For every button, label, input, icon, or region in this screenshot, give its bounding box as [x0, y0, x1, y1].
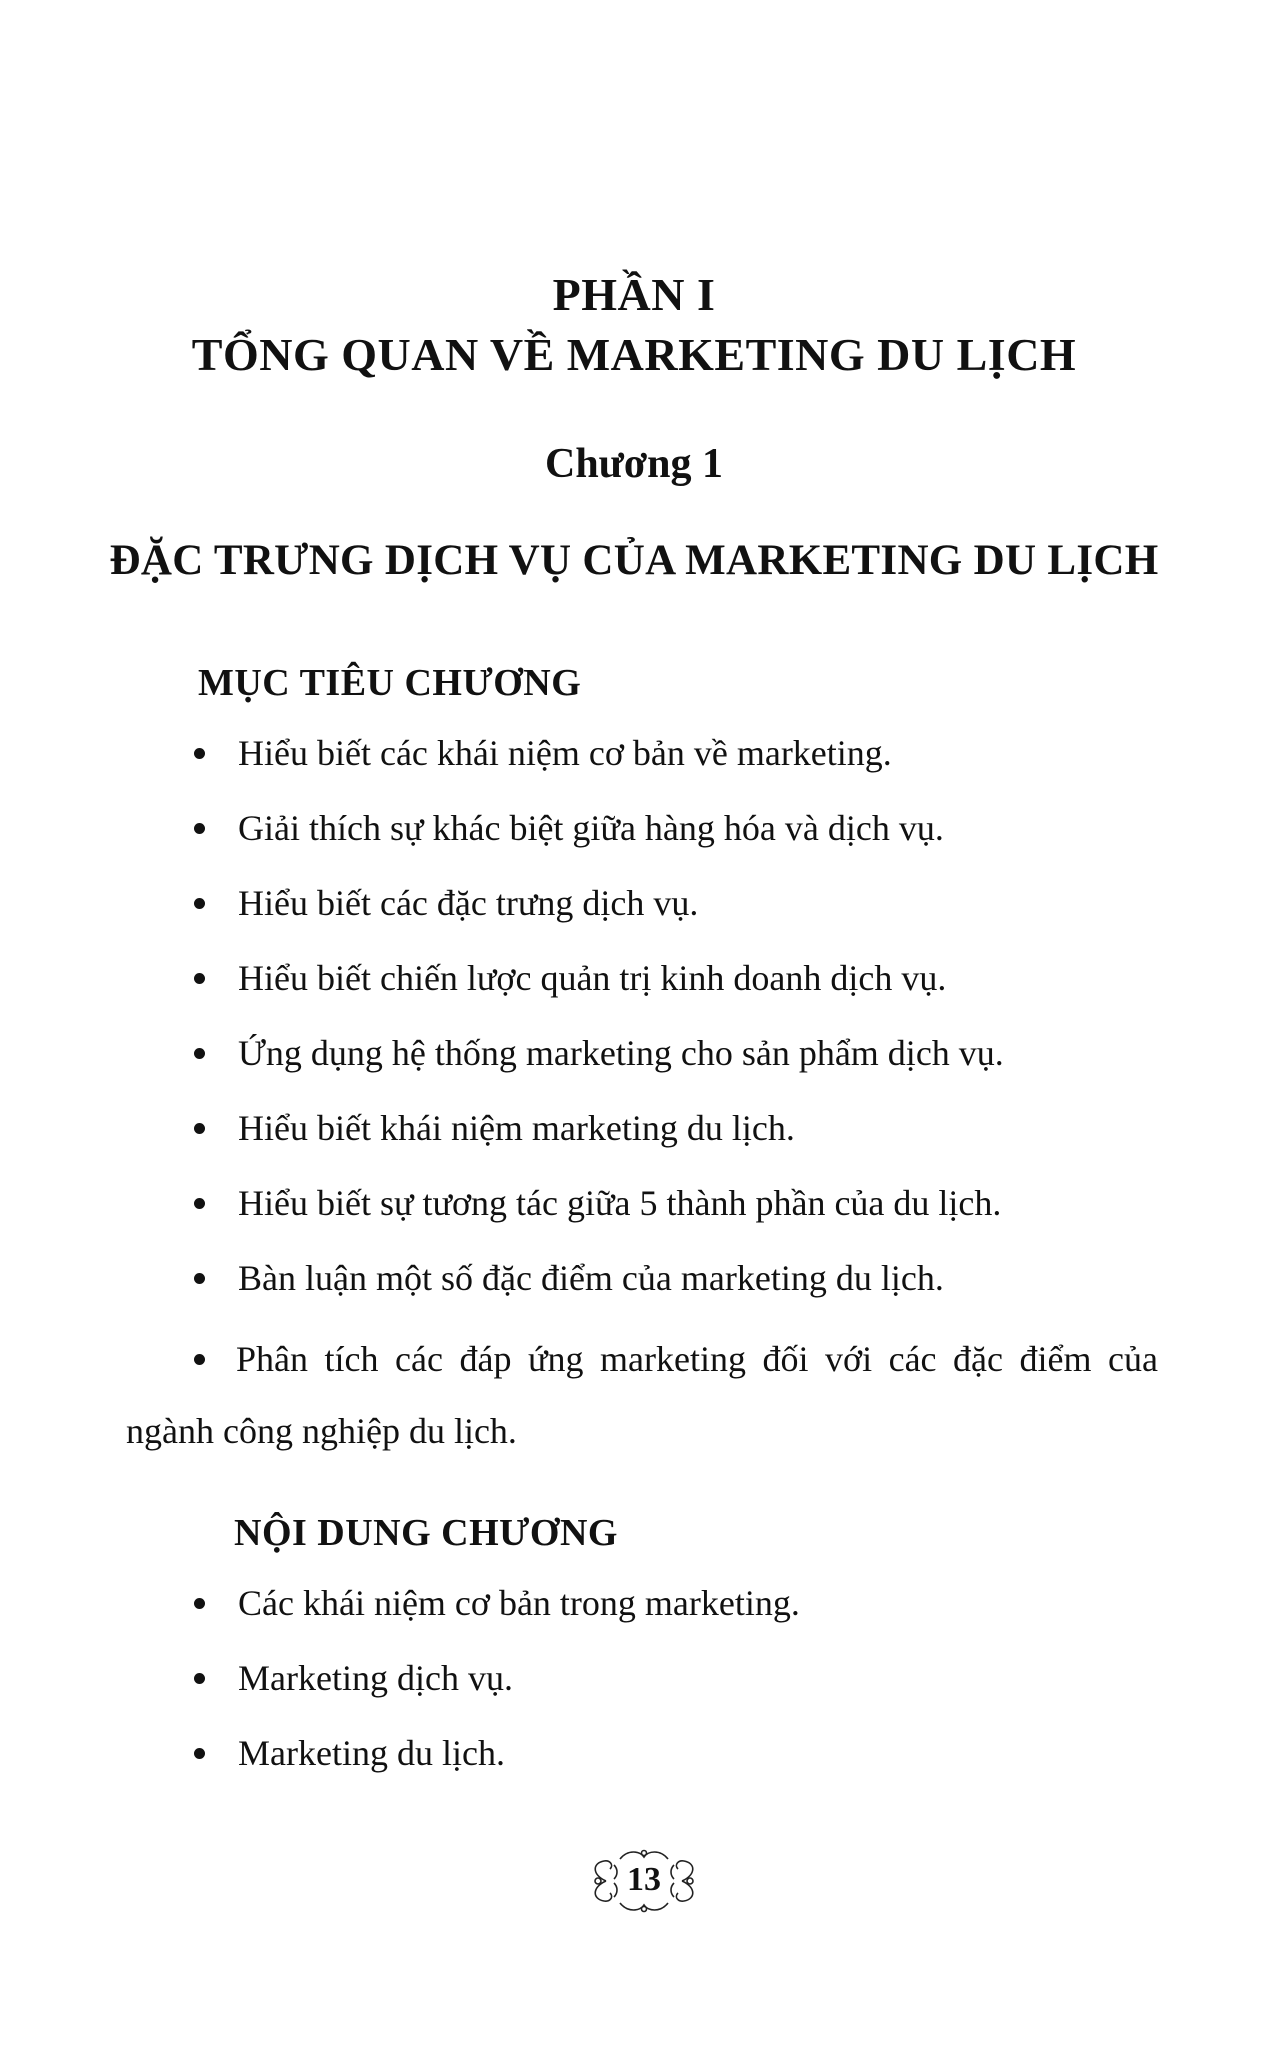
contents-list: [194, 1578, 1194, 1803]
list-item: [194, 1028, 1194, 1103]
list-item-text: Hiểu biết các khái niệm cơ bản về marketing.: [238, 733, 892, 773]
list-item-text: Các khái niệm cơ bản trong marketing.: [238, 1583, 800, 1623]
list-item: [194, 1728, 1194, 1803]
list-item: [194, 728, 1194, 803]
bullet-icon: [194, 973, 205, 984]
bullet-icon: [194, 898, 205, 909]
list-item-text: Giải thích sự khác biệt giữa hàng hóa và dịch vụ.: [238, 808, 944, 848]
list-item: [194, 1253, 1194, 1328]
page-number: 13: [627, 1861, 661, 1898]
list-item: [194, 1653, 1194, 1728]
list-item: [194, 878, 1194, 953]
list-item: [194, 1103, 1194, 1178]
objectives-heading: MỤC TIÊU CHƯƠNG: [198, 662, 582, 704]
list-item: [194, 953, 1194, 1028]
chapter-label: Chương 1: [544, 441, 723, 487]
part-label: PHẦN I: [552, 269, 716, 320]
bullet-icon: [194, 1048, 205, 1059]
page-number-ornament: [584, 1845, 704, 1917]
list-item-text: Phân tích các đáp ứng marketing đối với các đặc điểm của ngành công nghiệp du lịch.: [126, 1339, 1158, 1451]
bullet-icon: [194, 1748, 205, 1759]
bullet-icon: [194, 1198, 205, 1209]
list-item-text: Ứng dụng hệ thống marketing cho sản phẩm dịch vụ.: [238, 1033, 1004, 1073]
list-item-text: Hiểu biết các đặc trưng dịch vụ.: [238, 883, 699, 923]
bullet-icon: [194, 1673, 205, 1684]
chapter-title: ĐẶC TRƯNG DỊCH VỤ CỦA MARKETING DU LỊCH: [109, 537, 1159, 584]
list-item-text: Hiểu biết khái niệm marketing du lịch.: [238, 1108, 795, 1148]
list-item-wrapped: [126, 1323, 1158, 1467]
bullet-icon: [194, 1354, 205, 1365]
bullet-icon: [194, 1123, 205, 1134]
list-item: [194, 1178, 1194, 1253]
bullet-icon: [194, 748, 205, 759]
list-item-text: Marketing dịch vụ.: [238, 1658, 513, 1698]
bullet-icon: [194, 823, 205, 834]
list-item: [194, 803, 1194, 878]
bullet-icon: [194, 1273, 205, 1284]
part-title: TỔNG QUAN VỀ MARKETING DU LỊCH: [191, 329, 1077, 380]
list-item-text: Bàn luận một số đặc điểm của marketing du lịch.: [238, 1258, 944, 1298]
list-item-text: Marketing du lịch.: [238, 1733, 505, 1773]
list-item-text: Hiểu biết sự tương tác giữa 5 thành phần của du lịch.: [238, 1183, 1002, 1223]
bullet-icon: [194, 1598, 205, 1609]
list-item-text: Hiểu biết chiến lược quản trị kinh doanh dịch vụ.: [238, 958, 947, 998]
contents-heading: NỘI DUNG CHƯƠNG: [234, 1512, 618, 1554]
list-item: [194, 1578, 1194, 1653]
objectives-list: [194, 728, 1194, 1328]
